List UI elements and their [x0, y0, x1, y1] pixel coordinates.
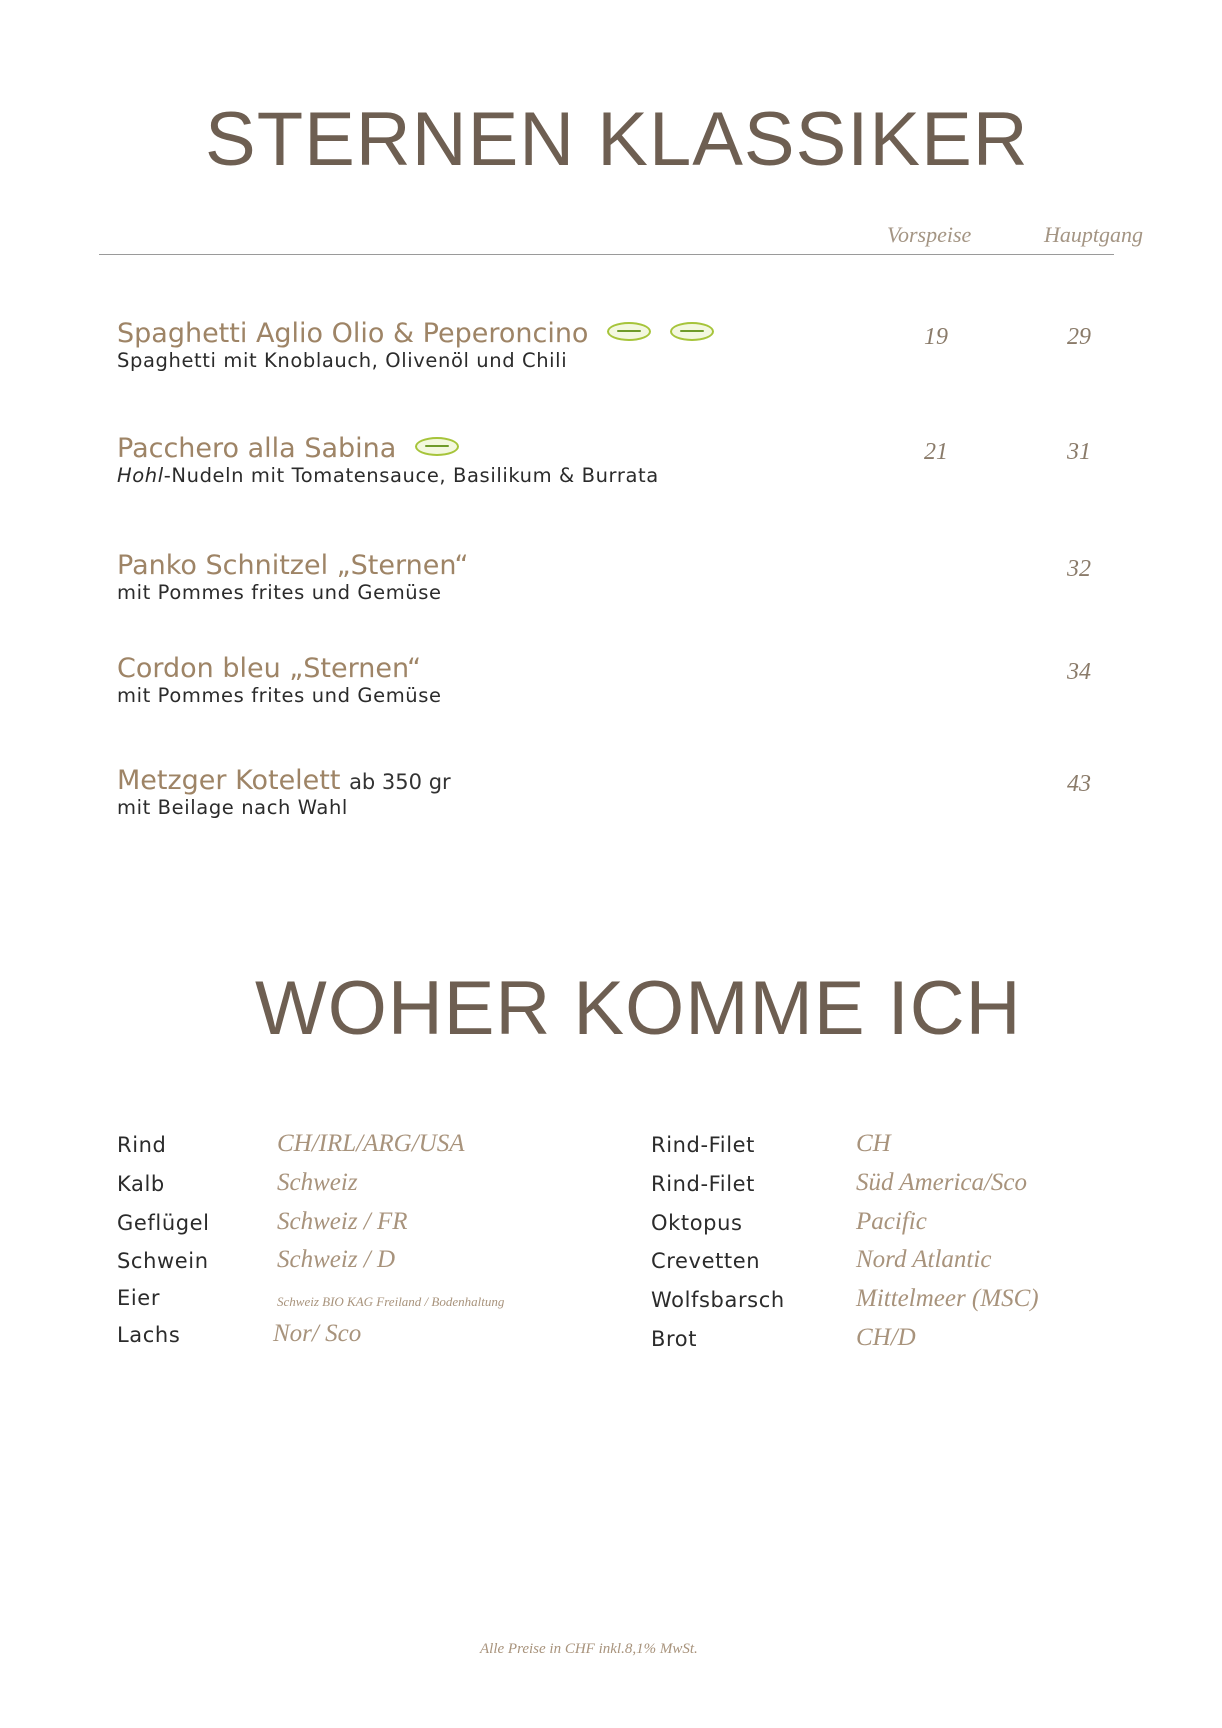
origin-value: Schweiz	[277, 1169, 358, 1196]
origin-label: Rind-Filet	[651, 1172, 756, 1196]
origin-label: Oktopus	[651, 1211, 743, 1235]
dish-description: Hohl-Nudeln mit Tomatensauce, Basilikum & Burrata	[117, 464, 659, 487]
dish-name: Spaghetti Aglio Olio & Peperoncino	[117, 318, 714, 349]
origin-value: Mittelmeer (MSC)	[856, 1285, 1039, 1312]
origin-value: CH	[856, 1130, 891, 1157]
dish-name: Panko Schnitzel „Sternen“	[117, 550, 469, 581]
column-header-vorspeise: Vorspeise	[887, 222, 972, 247]
price-main: 29	[1067, 324, 1091, 350]
origin-value: CH/IRL/ARG/USA	[277, 1130, 465, 1157]
origin-label: Kalb	[117, 1172, 165, 1196]
dish-description: mit Beilage nach Wahl	[117, 796, 348, 819]
price-starter: 19	[924, 324, 948, 350]
dish-item	[117, 765, 451, 819]
price-main: 31	[1067, 439, 1091, 465]
origin-label: Lachs	[117, 1323, 181, 1347]
price-starter: 21	[924, 439, 948, 465]
dish-item	[117, 433, 659, 487]
section-title-woher-komme-ich: WOHER KOMME ICH	[255, 966, 1022, 1051]
origin-label: Wolfsbarsch	[651, 1288, 785, 1312]
vegan-badge-icon	[670, 322, 714, 341]
origin-value: Nor/ Sco	[273, 1320, 362, 1347]
header-divider	[99, 254, 1114, 255]
dish-name: Metzger Kotelett ab 350 gr	[117, 765, 451, 796]
origin-value: Pacific	[856, 1208, 927, 1235]
dish-description: Spaghetti mit Knoblauch, Olivenöl und Chili	[117, 349, 568, 372]
origin-label: Brot	[651, 1327, 698, 1351]
origin-value: Süd America/Sco	[856, 1169, 1028, 1196]
vegetarian-badge-icon	[607, 322, 651, 341]
dish-item	[117, 653, 442, 707]
dish-name: Cordon bleu „Sternen“	[117, 653, 422, 684]
dish-description: mit Pommes frites und Gemüse	[117, 581, 442, 604]
price-main: 34	[1067, 659, 1091, 685]
origin-label: Rind	[117, 1133, 167, 1157]
origin-value: Schweiz BIO KAG Freiland / Bodenhaltung	[277, 1294, 505, 1309]
dish-item	[117, 318, 714, 372]
dish-name: Pacchero alla Sabina	[117, 433, 659, 464]
origin-label: Geflügel	[117, 1211, 210, 1235]
origin-value: CH/D	[856, 1324, 916, 1351]
origin-value: Nord Atlantic	[856, 1246, 992, 1273]
origin-label: Eier	[117, 1286, 161, 1310]
section-title-sternen-klassiker: STERNEN KLASSIKER	[205, 97, 1029, 182]
price-main: 43	[1067, 771, 1091, 797]
vegetarian-badge-icon	[415, 437, 459, 456]
origin-label: Rind-Filet	[651, 1133, 756, 1157]
dish-item	[117, 550, 468, 604]
origin-value: Schweiz / D	[277, 1246, 396, 1273]
price-main: 32	[1067, 556, 1091, 582]
dish-description: mit Pommes frites und Gemüse	[117, 684, 442, 707]
origin-value: Schweiz / FR	[277, 1208, 408, 1235]
footer-price-note: Alle Preise in CHF inkl.8,1% MwSt.	[480, 1641, 698, 1657]
origin-label: Crevetten	[651, 1249, 761, 1273]
column-header-hauptgang: Hauptgang	[1044, 222, 1143, 247]
dish-weight: ab 350 gr	[349, 770, 451, 794]
origin-label: Schwein	[117, 1249, 209, 1273]
